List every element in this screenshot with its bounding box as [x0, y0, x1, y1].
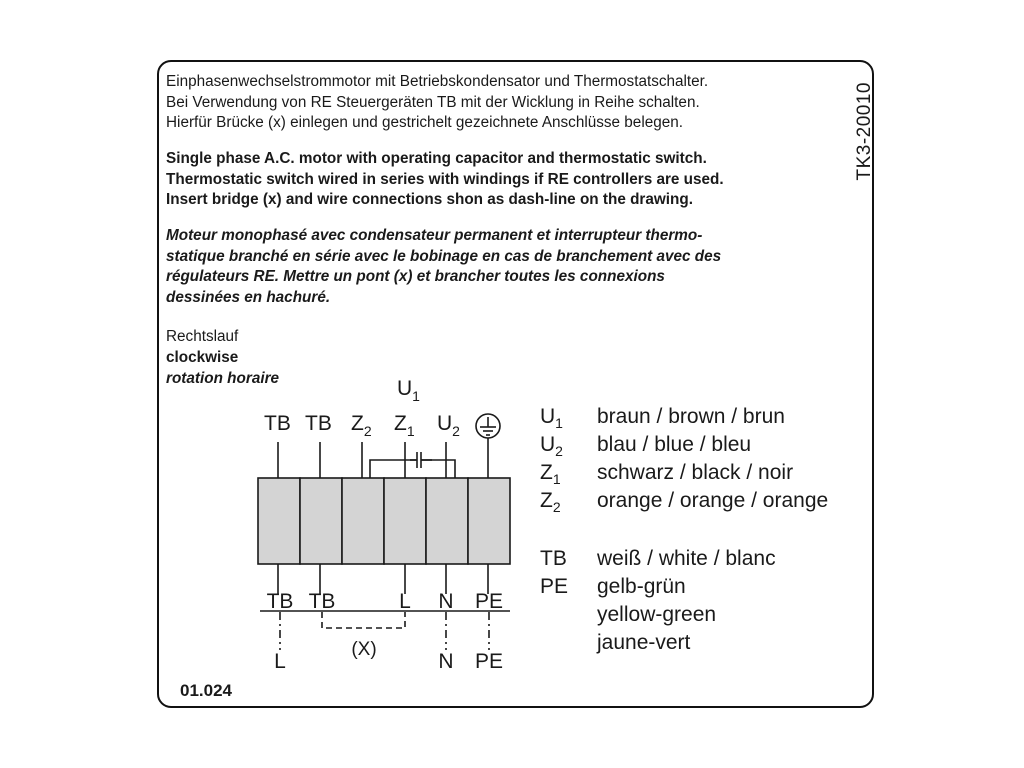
supply-label: PE [474, 650, 504, 673]
description-french-line: dessinées en hachuré. [166, 288, 331, 306]
legend-code: $Z_1$ [540, 461, 561, 488]
supply-label: N [438, 650, 454, 673]
top-terminal-label: TB [264, 412, 291, 435]
u1-label: $U_1$ [397, 377, 420, 404]
ground-icon [476, 414, 500, 438]
bottom-wires [260, 564, 510, 611]
legend-text: jaune-vert [597, 631, 691, 654]
legend-text: orange / orange / orange [597, 489, 829, 512]
bottom-terminal-label: TB [266, 590, 294, 613]
dashed-connections [280, 612, 489, 650]
bottom-terminal-label: L [399, 590, 411, 613]
figure-number: 01.024 [180, 681, 232, 700]
terminal-cell [258, 478, 300, 564]
legend-code: TB [540, 547, 567, 570]
description-german-line: Einphasenwechselstrommotor mit Betriebskondensator und Thermostatschalter. [166, 73, 709, 90]
top-terminal-label: $U_2$ [437, 412, 460, 439]
legend-text: weiß / white / blanc [597, 547, 776, 570]
rotation-french: rotation horaire [166, 370, 280, 387]
legend-text: yellow-green [597, 603, 717, 626]
legend-text: gelb-grün [597, 575, 686, 598]
supply-label: L [274, 650, 286, 673]
description-english-line: Thermostatic switch wired in series with windings if RE controllers are used. [166, 170, 724, 188]
rotation-english: clockwise [166, 349, 239, 366]
terminal-block [258, 478, 510, 564]
rotation-german: Rechtslauf [166, 328, 239, 345]
terminal-cell [300, 478, 342, 564]
terminal-cell [426, 478, 468, 564]
bottom-terminal-label: PE [474, 590, 504, 613]
legend-code: $U_1$ [540, 405, 563, 432]
legend-text: braun / brown / brun [597, 405, 785, 428]
legend-text: blau / blue / bleu [597, 433, 752, 456]
capacitor-icon [410, 452, 432, 468]
terminal-cell [468, 478, 510, 564]
bottom-terminal-label: TB [308, 590, 336, 613]
terminal-cell [342, 478, 384, 564]
legend-code: $Z_2$ [540, 489, 561, 516]
legend-code: $U_2$ [540, 433, 563, 460]
description-french-line: régulateurs RE. Mettre un pont (x) et brancher toutes les connexions [166, 268, 665, 285]
bottom-terminal-label: N [438, 590, 454, 613]
description-french-line: statique branché en série avec le bobinage en cas de branchement avec des [166, 247, 722, 265]
document-code: TK3-20010 [854, 82, 875, 181]
legend-code: PE [540, 575, 569, 598]
description-english-line: Single phase A.C. motor with operating capacitor and thermostatic switch. [166, 150, 707, 167]
description-english-line: Insert bridge (x) and wire connections shon as dash-line on the drawing. [166, 191, 693, 208]
top-terminal-label: $Z_1$ [394, 412, 415, 439]
top-terminal-label: TB [305, 412, 332, 435]
legend-text: schwarz / black / noir [597, 461, 794, 484]
bridge-label: (X) [351, 639, 377, 660]
description-german-line: Hierfür Brücke (x) einlegen und gestrichelt gezeichnete Anschlüsse belegen. [166, 114, 683, 131]
top-terminal-label: $Z_2$ [351, 412, 372, 439]
terminal-cell [384, 478, 426, 564]
description-french-line: Moteur monophasé avec condensateur permanent et interrupteur thermo- [166, 227, 703, 244]
description-german-line: Bei Verwendung von RE Steuergeräten TB mit der Wicklung in Reihe schalten. [166, 93, 700, 111]
top-wires [278, 438, 488, 478]
